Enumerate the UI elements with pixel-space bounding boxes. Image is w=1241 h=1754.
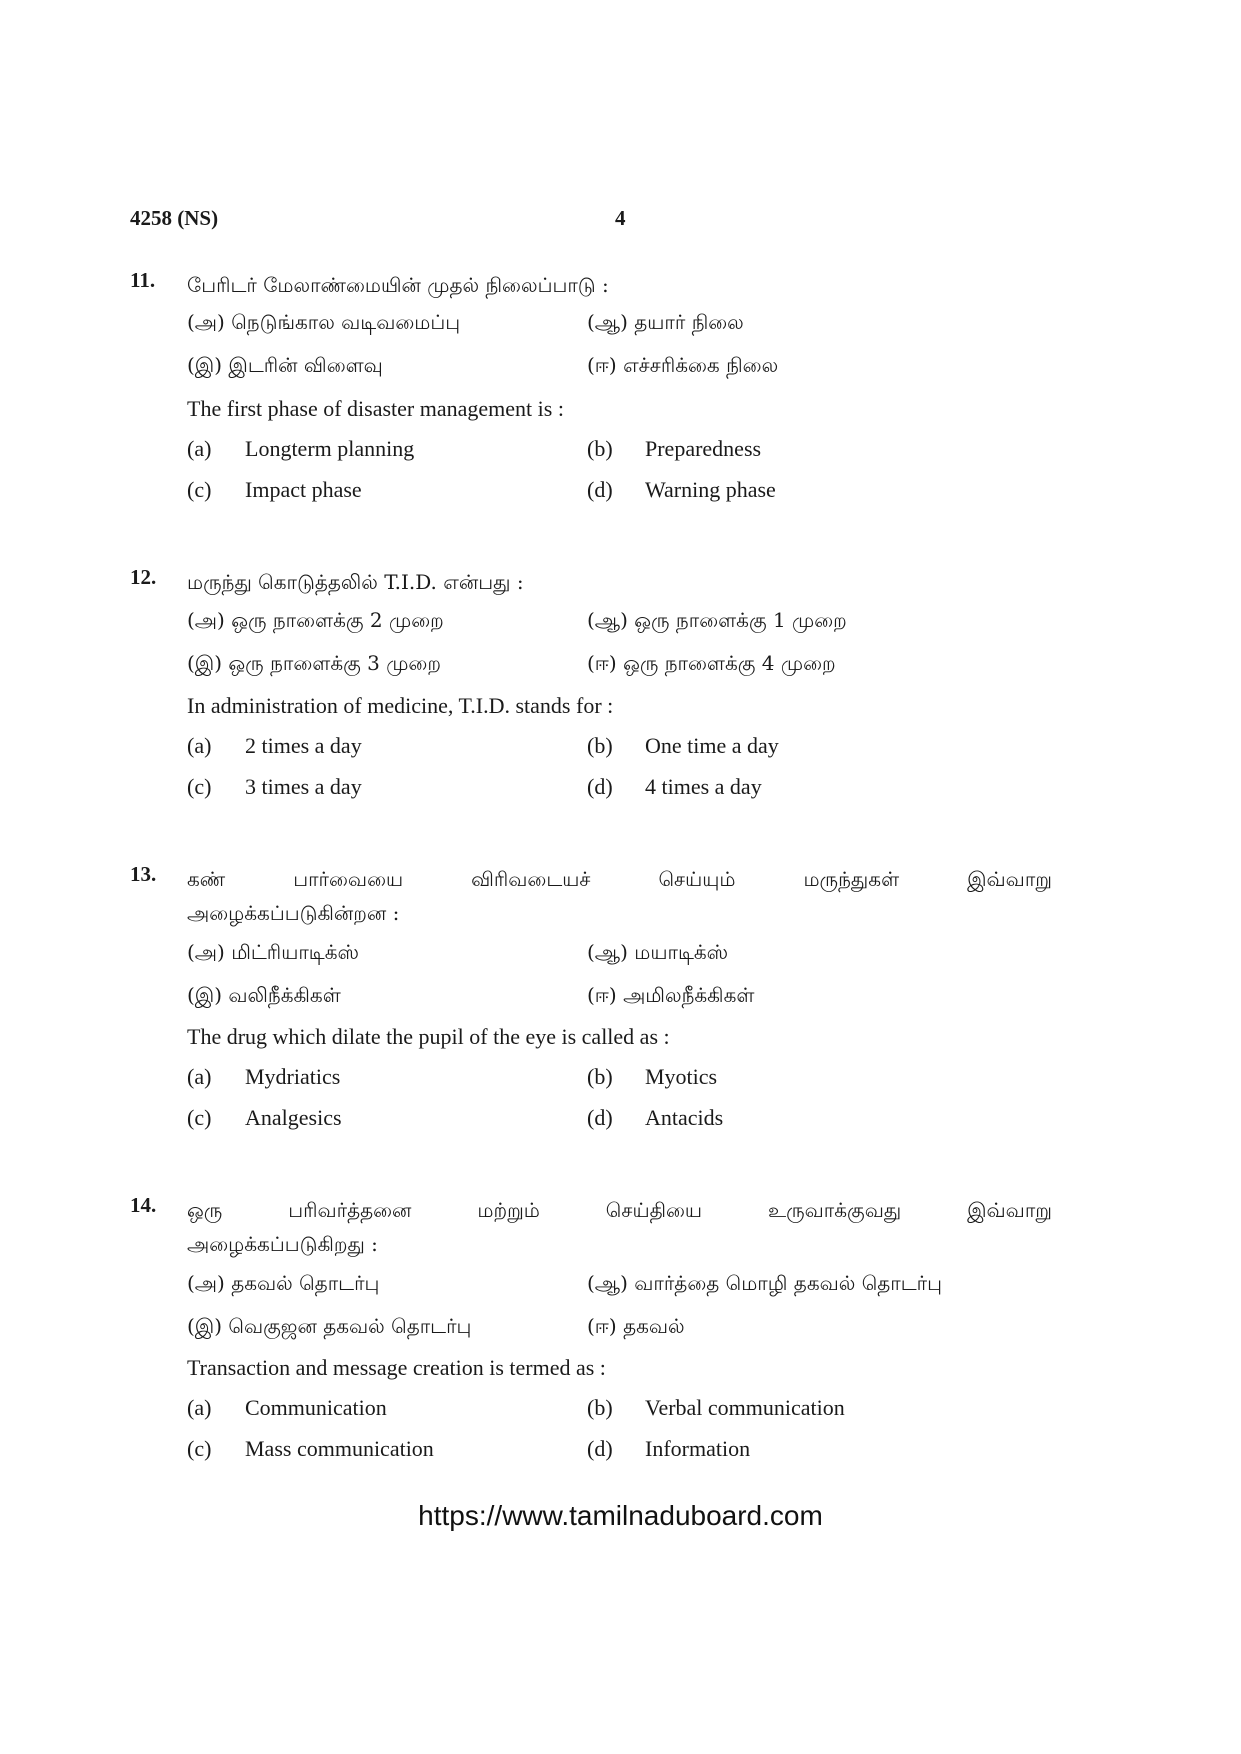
english-option-a: (a) 2 times a day — [187, 733, 362, 758]
footer-url: https://www.tamilnaduboard.com — [418, 1500, 823, 1531]
tamil-option-b: (ஆ) தயார் நிலை — [587, 310, 744, 334]
tamil-question-line-2: அழைக்கப்படுகிறது : — [187, 1232, 378, 1256]
tamil-question-line-1: ஒரு பரிவர்த்தனை மற்றும் செய்தியை உருவாக்குவது இவ்வாறு — [187, 1198, 1052, 1222]
tamil-option-d: (ஈ) தகவல் — [587, 1314, 685, 1338]
tamil-option-a: (அ) தகவல் தொடர்பு — [187, 1271, 380, 1295]
question-number: 12. — [130, 565, 157, 589]
english-option-a: (a) Mydriatics — [187, 1064, 341, 1089]
tamil-question — [187, 1193, 1052, 1261]
english-question: In administration of medicine, T.I.D. stands for : — [187, 693, 614, 718]
tamil-question: மருந்து கொடுத்தலில் T.I.D. என்பது : — [187, 570, 524, 594]
tamil-option-c: (இ) ஒரு நாளைக்கு 3 முறை — [187, 651, 441, 675]
page-number: 4 — [615, 206, 626, 230]
english-option-b: (b) One time a day — [587, 733, 779, 758]
english-option-b: (b) Verbal communication — [587, 1395, 845, 1420]
tamil-option-b: (ஆ) மயாடிக்ஸ் — [587, 940, 729, 964]
english-question: Transaction and message creation is termed as : — [187, 1355, 606, 1380]
english-question: The first phase of disaster management is : — [187, 396, 564, 421]
question-number: 14. — [130, 1193, 157, 1217]
english-option-d: (d) Antacids — [587, 1105, 724, 1130]
tamil-question — [187, 862, 1052, 930]
english-option-c: (c) 3 times a day — [187, 774, 362, 799]
tamil-question-line-1: கண் பார்வையை விரிவடையச் செய்யும் மருந்துகள் இவ்வாறு — [187, 867, 1052, 891]
english-question: The drug which dilate the pupil of the eye is called as : — [187, 1024, 670, 1049]
paper-code: 4258 (NS) — [130, 206, 219, 230]
tamil-option-c: (இ) வலிநீக்கிகள் — [187, 983, 341, 1007]
english-option-d: (d) Information — [587, 1436, 751, 1461]
tamil-option-a: (அ) ஒரு நாளைக்கு 2 முறை — [187, 608, 444, 632]
tamil-question-line-2: அழைக்கப்படுகின்றன : — [187, 901, 400, 925]
page-header — [130, 206, 1050, 236]
tamil-option-a: (அ) நெடுங்கால வடிவமைப்பு — [187, 310, 461, 334]
tamil-option-b: (ஆ) வார்த்தை மொழி தகவல் தொடர்பு — [587, 1271, 942, 1295]
tamil-option-d: (ஈ) அமிலநீக்கிகள் — [587, 983, 755, 1007]
tamil-question: பேரிடர் மேலாண்மையின் முதல் நிலைப்பாடு : — [187, 273, 609, 297]
english-option-b: (b) Preparedness — [587, 436, 762, 461]
english-option-a: (a) Longterm planning — [187, 436, 415, 461]
tamil-option-c: (இ) வெகுஜன தகவல் தொடர்பு — [187, 1314, 472, 1338]
tamil-option-a: (அ) மிட்ரியாடிக்ஸ் — [187, 940, 359, 964]
english-option-c: (c) Mass communication — [187, 1436, 434, 1461]
tamil-option-b: (ஆ) ஒரு நாளைக்கு 1 முறை — [587, 608, 847, 632]
question-number: 11. — [130, 268, 156, 292]
tamil-option-d: (ஈ) எச்சரிக்கை நிலை — [587, 353, 779, 377]
english-option-c: (c) Analgesics — [187, 1105, 342, 1130]
question-number: 13. — [130, 862, 157, 886]
english-option-d: (d) Warning phase — [587, 477, 776, 502]
english-option-d: (d) 4 times a day — [587, 774, 762, 799]
english-option-a: (a) Communication — [187, 1395, 387, 1420]
tamil-option-c: (இ) இடரின் விளைவு — [187, 353, 383, 377]
english-option-c: (c) Impact phase — [187, 477, 362, 502]
english-option-b: (b) Myotics — [587, 1064, 718, 1089]
tamil-option-d: (ஈ) ஒரு நாளைக்கு 4 முறை — [587, 651, 836, 675]
